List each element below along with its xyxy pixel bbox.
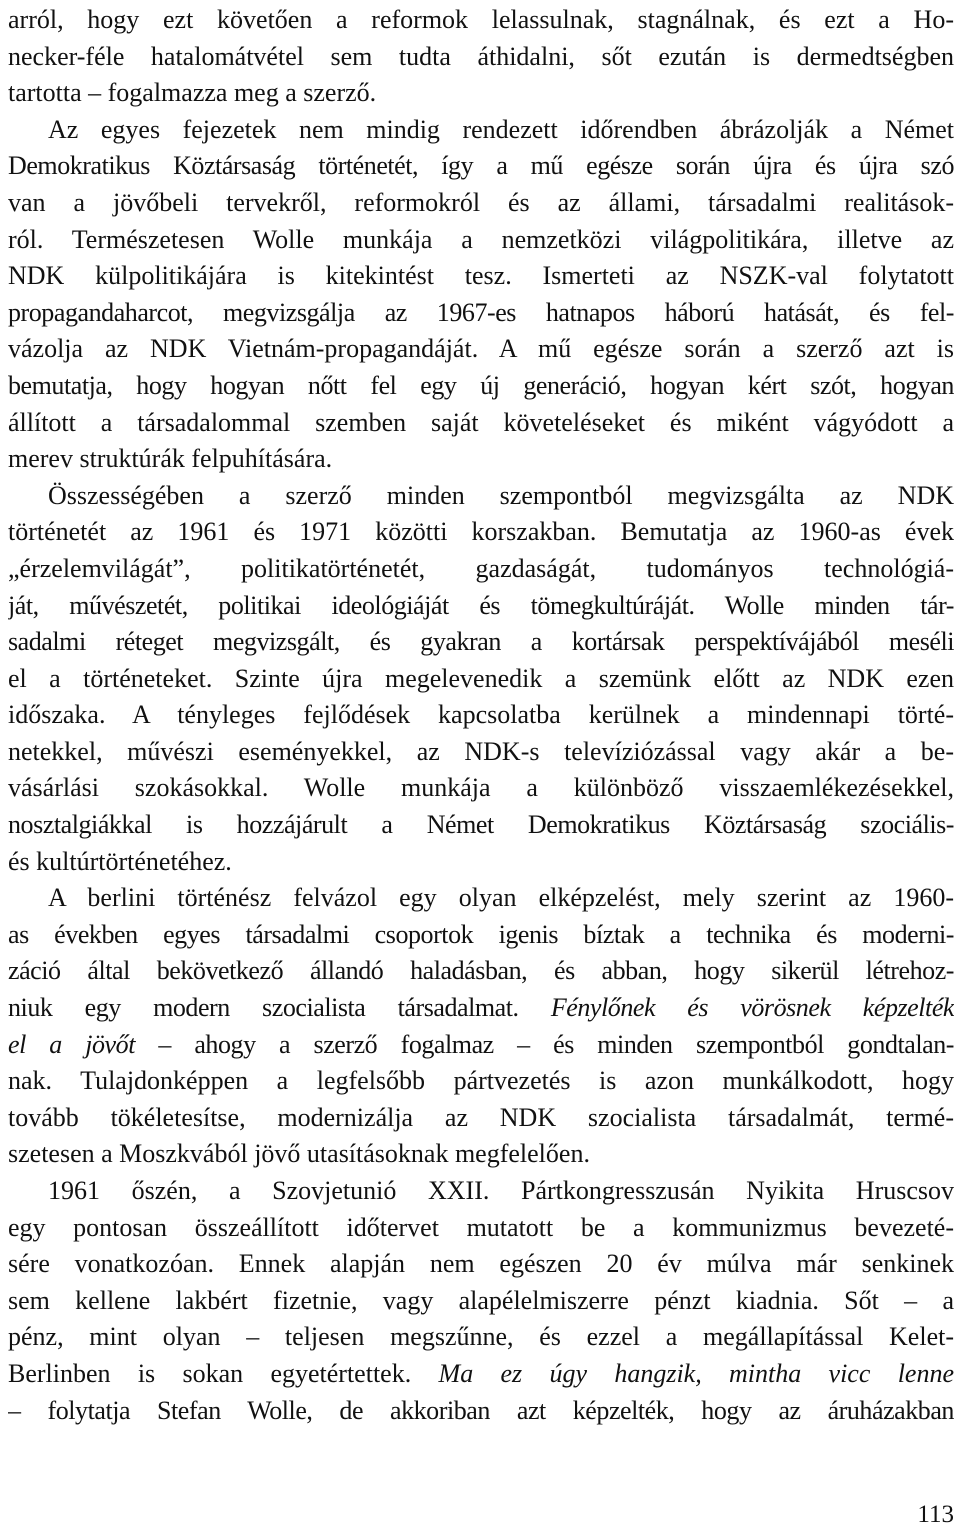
text-segment: – ahogy a szerző fogalmaz – és minden szempontból gondtalan- bbox=[134, 1029, 954, 1059]
text-line: merev struktúrák felpuhítására. bbox=[8, 444, 333, 474]
italic-quote: el a jövőt bbox=[8, 1029, 135, 1059]
text-line: történetét az 1961 és 1971 közötti korszakban. Bemutatja az 1960-as évek bbox=[8, 517, 954, 547]
text-line: pénz, mint olyan – teljesen megszűnne, és ezzel a megállapítással Kelet- bbox=[8, 1322, 954, 1352]
text-line: állított a társadalommal szemben saját követeléseket és miként vágyódott a bbox=[8, 407, 954, 437]
paragraph-first-line: Az egyes fejezetek nem mindig rendezett időrendben ábrázolják a Német bbox=[48, 114, 954, 144]
text-line: egy pontosan összeállított időtervet mutatott be a kommunizmus bevezeté- bbox=[8, 1212, 954, 1242]
document-page bbox=[8, 2, 954, 1429]
paragraph-first-line: 1961 őszén, a Szovjetunió XXII. Pártkongresszusán Nyikita Hruscsov bbox=[48, 1176, 954, 1205]
paragraph-first-line: Összességében a szerző minden szempontból megvizsgálta az NDK bbox=[48, 480, 954, 510]
text-line: NDK külpolitikájára is kitekintést tesz. Ismerteti az NSZK-val folytatott bbox=[8, 261, 954, 291]
text-line: sadalmi réteget megvizsgált, és gyakran a kortársak perspektívájából meséli bbox=[8, 627, 954, 657]
page-number: 113 bbox=[917, 1501, 954, 1528]
text-line: arról, hogy ezt követően a reformok lelassulnak, stagnálnak, és ezt a Ho- bbox=[8, 5, 954, 34]
text-line: vásárlási szokásokkal. Wolle munkája a különböző visszaemlékezésekkel, bbox=[8, 773, 954, 803]
text-line: vázolja az NDK Vietnám-propagandáját. A mű egésze során a szerző azt is bbox=[8, 334, 954, 364]
text-line: as években egyes társadalmi csoportok igenis bíztak a technika és moderni- bbox=[8, 919, 954, 949]
text-line: időszaka. A tényleges fejlődések kapcsolatba kerülnek a mindennapi törté- bbox=[8, 700, 954, 730]
text-line: necker-féle hatalomátvétel sem tudta áthidalni, sőt ezután is dermedtségben bbox=[8, 41, 954, 71]
text-line: nosztalgiákkal is hozzájárult a Német Demokratikus Köztársaság szociális- bbox=[8, 810, 954, 840]
text-line bbox=[8, 1356, 954, 1393]
text-line: záció által bekövetkező állandó haladásban, és abban, hogy sikerül létrehoz- bbox=[8, 956, 954, 986]
text-line bbox=[8, 1027, 954, 1064]
text-segment: niuk egy modern szocialista társadalmat. bbox=[8, 993, 551, 1023]
text-line: ját, művészetét, politikai ideológiáját és tömegkultúráját. Wolle minden tár- bbox=[8, 590, 954, 620]
text-line: tartotta – fogalmazza meg a szerző. bbox=[8, 78, 377, 108]
text-line: el a történeteket. Szinte újra megelevenedik a szemünk előtt az NDK ezen bbox=[8, 663, 954, 693]
text-segment: Berlinben is sokan egyetértettek. bbox=[8, 1358, 439, 1388]
text-line: tovább tökéletesítse, modernizálja az NDK szocialista társadalmát, termé- bbox=[8, 1102, 954, 1132]
text-line: ról. Természetesen Wolle munkája a nemzetközi világpolitikára, illetve az bbox=[8, 224, 954, 254]
text-line: propagandaharcot, megvizsgálja az 1967-es hatnapos háború hatását, és fel- bbox=[8, 297, 954, 327]
text-line: – folytatja Stefan Wolle, de akkoriban azt képzelték, hogy az áruházakban bbox=[8, 1395, 954, 1425]
text-line bbox=[8, 990, 954, 1027]
text-line: Demokratikus Köztársaság történetét, így a mű egésze során újra és újra szó bbox=[8, 151, 954, 181]
text-line: van a jövőbeli tervekről, reformokról és az állami, társadalmi realitások- bbox=[8, 187, 954, 217]
paragraph-first-line: A berlini történész felvázol egy olyan elképzelést, mely szerint az 1960- bbox=[48, 883, 954, 913]
italic-quote: Fénylőnek és vörösnek képzelték bbox=[550, 993, 954, 1023]
text-line: bemutatja, hogy hogyan nőtt fel egy új generáció, hogyan kért szót, hogyan bbox=[8, 370, 954, 400]
text-line: sem kellene lakbért fizetnie, vagy alapélelmiszerre pénzt kiadnia. Sőt – a bbox=[8, 1285, 954, 1315]
italic-quote: Ma ez úgy hangzik, mintha vicc lenne bbox=[438, 1358, 954, 1388]
text-line: nak. Tulajdonképpen a legfelsőbb pártvezetés is azon munkálkodott, hogy bbox=[8, 1066, 954, 1096]
text-line: szetesen a Moszkvából jövő utasításoknak megfelelően. bbox=[8, 1139, 590, 1169]
text-line: netekkel, művészi eseményekkel, az NDK-s televíziózással vagy akár a be- bbox=[8, 736, 954, 766]
text-line: sére vonatkozóan. Ennek alapján nem egészen 20 év múlva már senkinek bbox=[8, 1249, 954, 1279]
text-line: és kultúrtörténetéhez. bbox=[8, 846, 232, 876]
text-line: „érzelemvilágát”, politikatörténetét, gazdaságát, tudományos technológiá- bbox=[8, 553, 954, 583]
